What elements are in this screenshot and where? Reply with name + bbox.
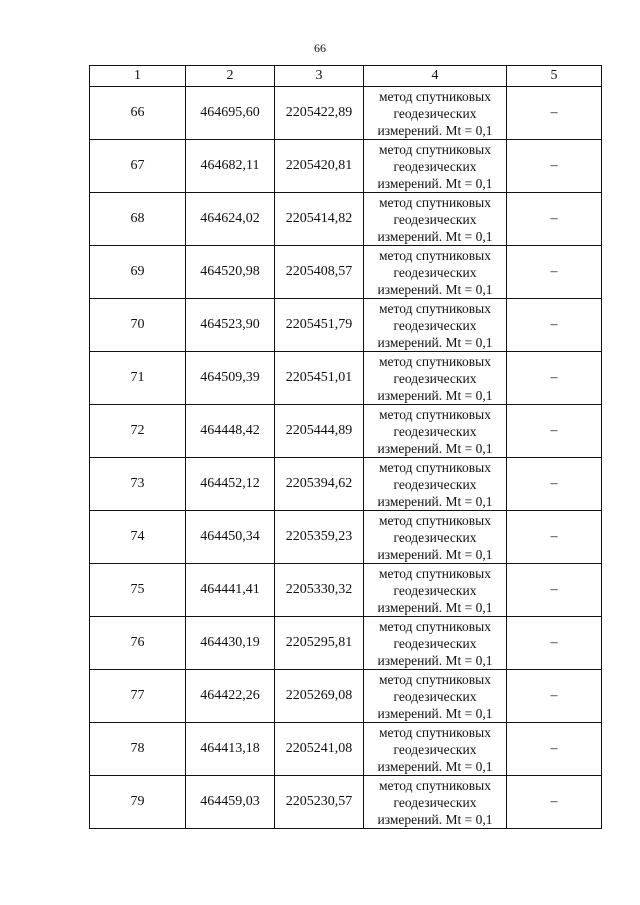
table-row bbox=[90, 511, 602, 564]
coordinate-y-cell: 2205408,57 bbox=[275, 246, 364, 299]
table-row bbox=[90, 617, 602, 670]
table-row bbox=[90, 670, 602, 723]
method-line: измерений. Mt = 0,1 bbox=[377, 599, 493, 615]
note-cell: – bbox=[507, 405, 602, 458]
coordinate-x-cell: 464452,12 bbox=[186, 458, 275, 511]
method-line: геодезических bbox=[393, 105, 477, 121]
table-row bbox=[90, 352, 602, 405]
method-line: измерений. Mt = 0,1 bbox=[377, 811, 493, 827]
coordinate-x-cell: 464459,03 bbox=[186, 776, 275, 829]
method-cell bbox=[364, 723, 507, 776]
table-row bbox=[90, 246, 602, 299]
note-cell: – bbox=[507, 299, 602, 352]
table-body bbox=[90, 87, 602, 829]
method-cell bbox=[364, 458, 507, 511]
coordinate-x-cell: 464695,60 bbox=[186, 87, 275, 140]
method-cell bbox=[364, 140, 507, 193]
coordinate-y-cell: 2205420,81 bbox=[275, 140, 364, 193]
method-cell bbox=[364, 670, 507, 723]
method-line: измерений. Mt = 0,1 bbox=[377, 334, 493, 350]
coordinate-x-cell: 464430,19 bbox=[186, 617, 275, 670]
method-line: геодезических bbox=[393, 317, 477, 333]
coordinate-x-cell: 464520,98 bbox=[186, 246, 275, 299]
point-number-cell: 66 bbox=[90, 87, 186, 140]
coordinate-x-cell: 464624,02 bbox=[186, 193, 275, 246]
method-line: геодезических bbox=[393, 476, 477, 492]
coordinate-x-cell: 464682,11 bbox=[186, 140, 275, 193]
coordinate-y-cell: 2205330,32 bbox=[275, 564, 364, 617]
point-number-cell: 74 bbox=[90, 511, 186, 564]
coordinate-y-cell: 2205241,08 bbox=[275, 723, 364, 776]
table-header-row bbox=[90, 66, 602, 87]
method-line: метод спутниковых bbox=[379, 247, 491, 263]
coordinate-y-cell: 2205414,82 bbox=[275, 193, 364, 246]
method-cell bbox=[364, 193, 507, 246]
point-number-cell: 79 bbox=[90, 776, 186, 829]
method-line: измерений. Mt = 0,1 bbox=[377, 228, 493, 244]
note-cell: – bbox=[507, 87, 602, 140]
note-cell: – bbox=[507, 670, 602, 723]
method-line: метод спутниковых bbox=[379, 141, 491, 157]
method-line: метод спутниковых bbox=[379, 512, 491, 528]
point-number-cell: 67 bbox=[90, 140, 186, 193]
method-line: метод спутниковых bbox=[379, 459, 491, 475]
coordinate-x-cell: 464523,90 bbox=[186, 299, 275, 352]
coordinate-x-cell: 464441,41 bbox=[186, 564, 275, 617]
method-cell bbox=[364, 299, 507, 352]
coordinate-y-cell: 2205422,89 bbox=[275, 87, 364, 140]
column-header-4: 4 bbox=[364, 66, 507, 87]
coordinate-x-cell: 464509,39 bbox=[186, 352, 275, 405]
method-line: геодезических bbox=[393, 635, 477, 651]
coordinate-y-cell: 2205359,23 bbox=[275, 511, 364, 564]
method-line: измерений. Mt = 0,1 bbox=[377, 281, 493, 297]
table-row bbox=[90, 140, 602, 193]
coordinate-x-cell: 464413,18 bbox=[186, 723, 275, 776]
method-line: метод спутниковых bbox=[379, 353, 491, 369]
method-line: метод спутниковых bbox=[379, 618, 491, 634]
coordinate-y-cell: 2205451,01 bbox=[275, 352, 364, 405]
method-line: измерений. Mt = 0,1 bbox=[377, 122, 493, 138]
table-row bbox=[90, 87, 602, 140]
method-line: геодезических bbox=[393, 158, 477, 174]
method-line: измерений. Mt = 0,1 bbox=[377, 387, 493, 403]
table-row bbox=[90, 458, 602, 511]
method-line: геодезических bbox=[393, 423, 477, 439]
method-line: измерений. Mt = 0,1 bbox=[377, 546, 493, 562]
method-cell bbox=[364, 511, 507, 564]
coordinate-y-cell: 2205230,57 bbox=[275, 776, 364, 829]
method-line: геодезических bbox=[393, 211, 477, 227]
coordinate-y-cell: 2205394,62 bbox=[275, 458, 364, 511]
page-number: 66 bbox=[314, 41, 326, 55]
note-cell: – bbox=[507, 617, 602, 670]
coordinates-table bbox=[89, 65, 602, 829]
method-line: геодезических bbox=[393, 741, 477, 757]
coordinate-y-cell: 2205444,89 bbox=[275, 405, 364, 458]
point-number-cell: 76 bbox=[90, 617, 186, 670]
point-number-cell: 69 bbox=[90, 246, 186, 299]
note-cell: – bbox=[507, 246, 602, 299]
method-line: метод спутниковых bbox=[379, 194, 491, 210]
note-cell: – bbox=[507, 458, 602, 511]
table-row bbox=[90, 723, 602, 776]
point-number-cell: 75 bbox=[90, 564, 186, 617]
method-line: метод спутниковых bbox=[379, 565, 491, 581]
method-cell bbox=[364, 405, 507, 458]
method-cell bbox=[364, 352, 507, 405]
table-row bbox=[90, 564, 602, 617]
method-line: геодезических bbox=[393, 582, 477, 598]
method-cell bbox=[364, 617, 507, 670]
method-cell bbox=[364, 246, 507, 299]
method-line: метод спутниковых bbox=[379, 88, 491, 104]
coordinate-y-cell: 2205295,81 bbox=[275, 617, 364, 670]
method-line: измерений. Mt = 0,1 bbox=[377, 758, 493, 774]
method-line: метод спутниковых bbox=[379, 300, 491, 316]
note-cell: – bbox=[507, 511, 602, 564]
method-line: измерений. Mt = 0,1 bbox=[377, 440, 493, 456]
method-line: измерений. Mt = 0,1 bbox=[377, 705, 493, 721]
method-line: геодезических bbox=[393, 370, 477, 386]
point-number-cell: 78 bbox=[90, 723, 186, 776]
point-number-cell: 72 bbox=[90, 405, 186, 458]
note-cell: – bbox=[507, 564, 602, 617]
coordinate-x-cell: 464422,26 bbox=[186, 670, 275, 723]
coordinate-y-cell: 2205451,79 bbox=[275, 299, 364, 352]
method-line: геодезических bbox=[393, 688, 477, 704]
method-cell bbox=[364, 87, 507, 140]
note-cell: – bbox=[507, 776, 602, 829]
table-row bbox=[90, 776, 602, 829]
method-line: измерений. Mt = 0,1 bbox=[377, 493, 493, 509]
method-line: геодезических bbox=[393, 264, 477, 280]
note-cell: – bbox=[507, 352, 602, 405]
note-cell: – bbox=[507, 193, 602, 246]
method-line: метод спутниковых bbox=[379, 671, 491, 687]
point-number-cell: 71 bbox=[90, 352, 186, 405]
coordinate-y-cell: 2205269,08 bbox=[275, 670, 364, 723]
coordinate-x-cell: 464450,34 bbox=[186, 511, 275, 564]
method-line: измерений. Mt = 0,1 bbox=[377, 175, 493, 191]
column-header-5: 5 bbox=[507, 66, 602, 87]
method-line: метод спутниковых bbox=[379, 777, 491, 793]
point-number-cell: 70 bbox=[90, 299, 186, 352]
point-number-cell: 73 bbox=[90, 458, 186, 511]
method-line: метод спутниковых bbox=[379, 406, 491, 422]
column-header-1: 1 bbox=[90, 66, 186, 87]
method-line: геодезических bbox=[393, 529, 477, 545]
note-cell: – bbox=[507, 140, 602, 193]
method-line: метод спутниковых bbox=[379, 724, 491, 740]
method-line: геодезических bbox=[393, 794, 477, 810]
column-header-2: 2 bbox=[186, 66, 275, 87]
point-number-cell: 77 bbox=[90, 670, 186, 723]
table-row bbox=[90, 193, 602, 246]
coordinate-x-cell: 464448,42 bbox=[186, 405, 275, 458]
note-cell: – bbox=[507, 723, 602, 776]
column-header-3: 3 bbox=[275, 66, 364, 87]
method-cell bbox=[364, 776, 507, 829]
method-cell bbox=[364, 564, 507, 617]
method-line: измерений. Mt = 0,1 bbox=[377, 652, 493, 668]
point-number-cell: 68 bbox=[90, 193, 186, 246]
table-row bbox=[90, 405, 602, 458]
table-row bbox=[90, 299, 602, 352]
